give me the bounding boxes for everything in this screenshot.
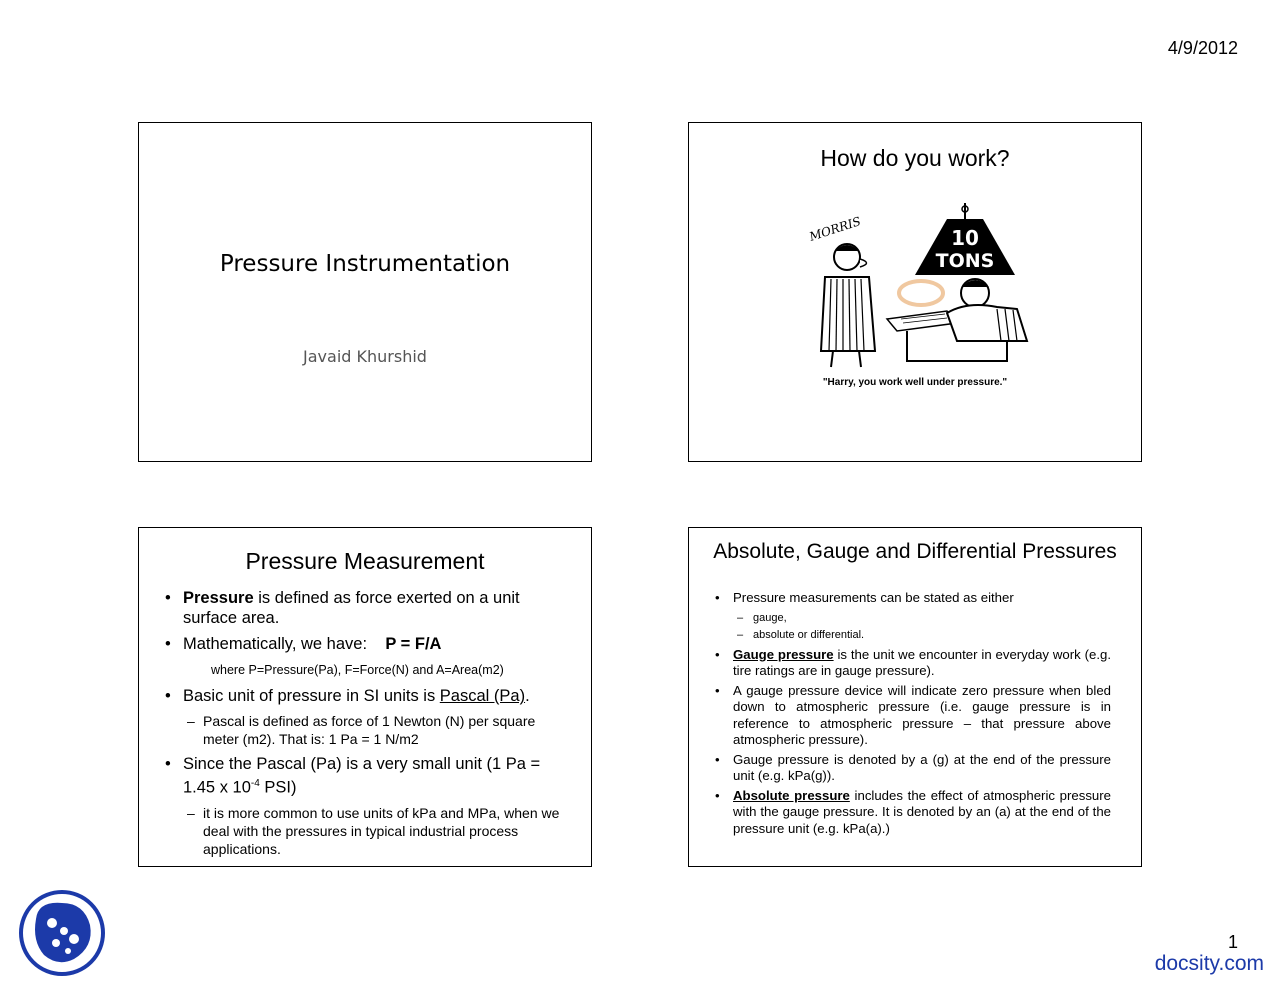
weight-label-number: 10 [951,226,979,250]
bullet-text-end: . [525,687,530,705]
sub-bullet-gauge: – gauge, [737,611,787,624]
slide-heading: How do you work? [820,145,1010,171]
slide-pressure-types [688,527,1142,867]
pascal-term: Pascal (Pa) [439,687,526,705]
bullet-text: Since the Pascal (Pa) is a very small unit (1 Pa = 1.45 x 10 [183,755,541,797]
bullet-text: Basic unit of pressure in SI units is [183,687,440,705]
gauge-term: Gauge pressure [733,646,834,662]
exponent: -4 [250,778,260,789]
slide-heading: Pressure Measurement [245,548,485,574]
slide-pressure-measurement [138,527,592,867]
bullet-absolute-pressure [715,788,1111,838]
bullet-si-unit [165,686,571,706]
bullet-text: is the unit we encounter in everyday work (e.g. tire ratings are in gauge pressure). [733,646,1111,678]
sub-bullet-kpa: – it is more common to use units of kPa and MPa, when we deal with the pressures in typical industrial process applications. [187,804,560,857]
bullet-small-unit [165,754,571,798]
formula: P = F/A [385,635,442,653]
slide-body [715,590,1111,840]
author-name: Javaid Khurshid [303,347,427,366]
bullet-gauge-pressure [715,647,1111,680]
sub-bullet-absolute: – absolute or differential. [737,628,865,641]
bullet-text: Mathematically, we have: [183,635,368,653]
bullet-gauge-notation: • Gauge pressure is denoted by a (g) at the end of the pressure unit (e.g. kPa(g)). [715,752,1111,785]
bullet-text-end: PSI) [259,778,297,797]
bullet-gauge-device: • A gauge pressure device will indicate zero pressure when bled down to atmospheric pressure (i.e. gauge pressure is in reference to atmospheric pressure – that pressure above atmospheric pressure). [715,683,1111,749]
slide-title [138,122,592,462]
slide-heading: Absolute, Gauge and Differential Pressures [713,540,1117,563]
page-date: 4/9/2012 [1167,38,1238,58]
docsity-link[interactable]: docsity.com [1154,952,1264,975]
bold-term: Pressure [183,589,254,607]
bullet-text: includes the effect of atmospheric pressure with the gauge pressure. It is denoted by an (a) at the end of the pressure unit (e.g. kPa(a).) [733,787,1111,836]
cartoon-illustration [797,201,1037,371]
sub-bullet-text: absolute or differential. [753,628,865,641]
docsity-logo-icon[interactable] [18,889,106,977]
sub-bullet-text: it is more common to use units of kPa and MPa, when we deal with the pressures in typical industrial process applications. [203,804,560,857]
sub-bullet-pascal: – Pascal is defined as force of 1 Newton (N) per square meter (m2). That is: 1 Pa = 1 N/m2 [187,713,536,747]
absolute-term: Absolute pressure [733,787,850,803]
slide-body [165,588,571,864]
presentation-title: Pressure Instrumentation [219,251,511,277]
cartoon-signature: MORRIS [807,214,863,244]
sub-bullet-text: Pascal is defined as force of 1 Newton (N) per square meter (m2). That is: 1 Pa = 1 N/m2 [203,713,536,747]
sub-bullet-text: gauge, [753,611,787,624]
bullet-definition [165,588,571,628]
weight-label-unit: TONS [935,250,995,272]
slide-cartoon [688,122,1142,462]
cartoon-caption: "Harry, you work well under pressure." [822,377,1008,388]
bullet-formula [165,634,571,654]
bullet-text: is defined as force exerted on a unit surface area. [183,589,520,627]
formula-note: where P=Pressure(Pa), F=Force(N) and A=Area(m2) [211,663,504,677]
bullet-stated: • Pressure measurements can be stated as either [715,590,1111,607]
page-number: 1 [1227,932,1238,952]
